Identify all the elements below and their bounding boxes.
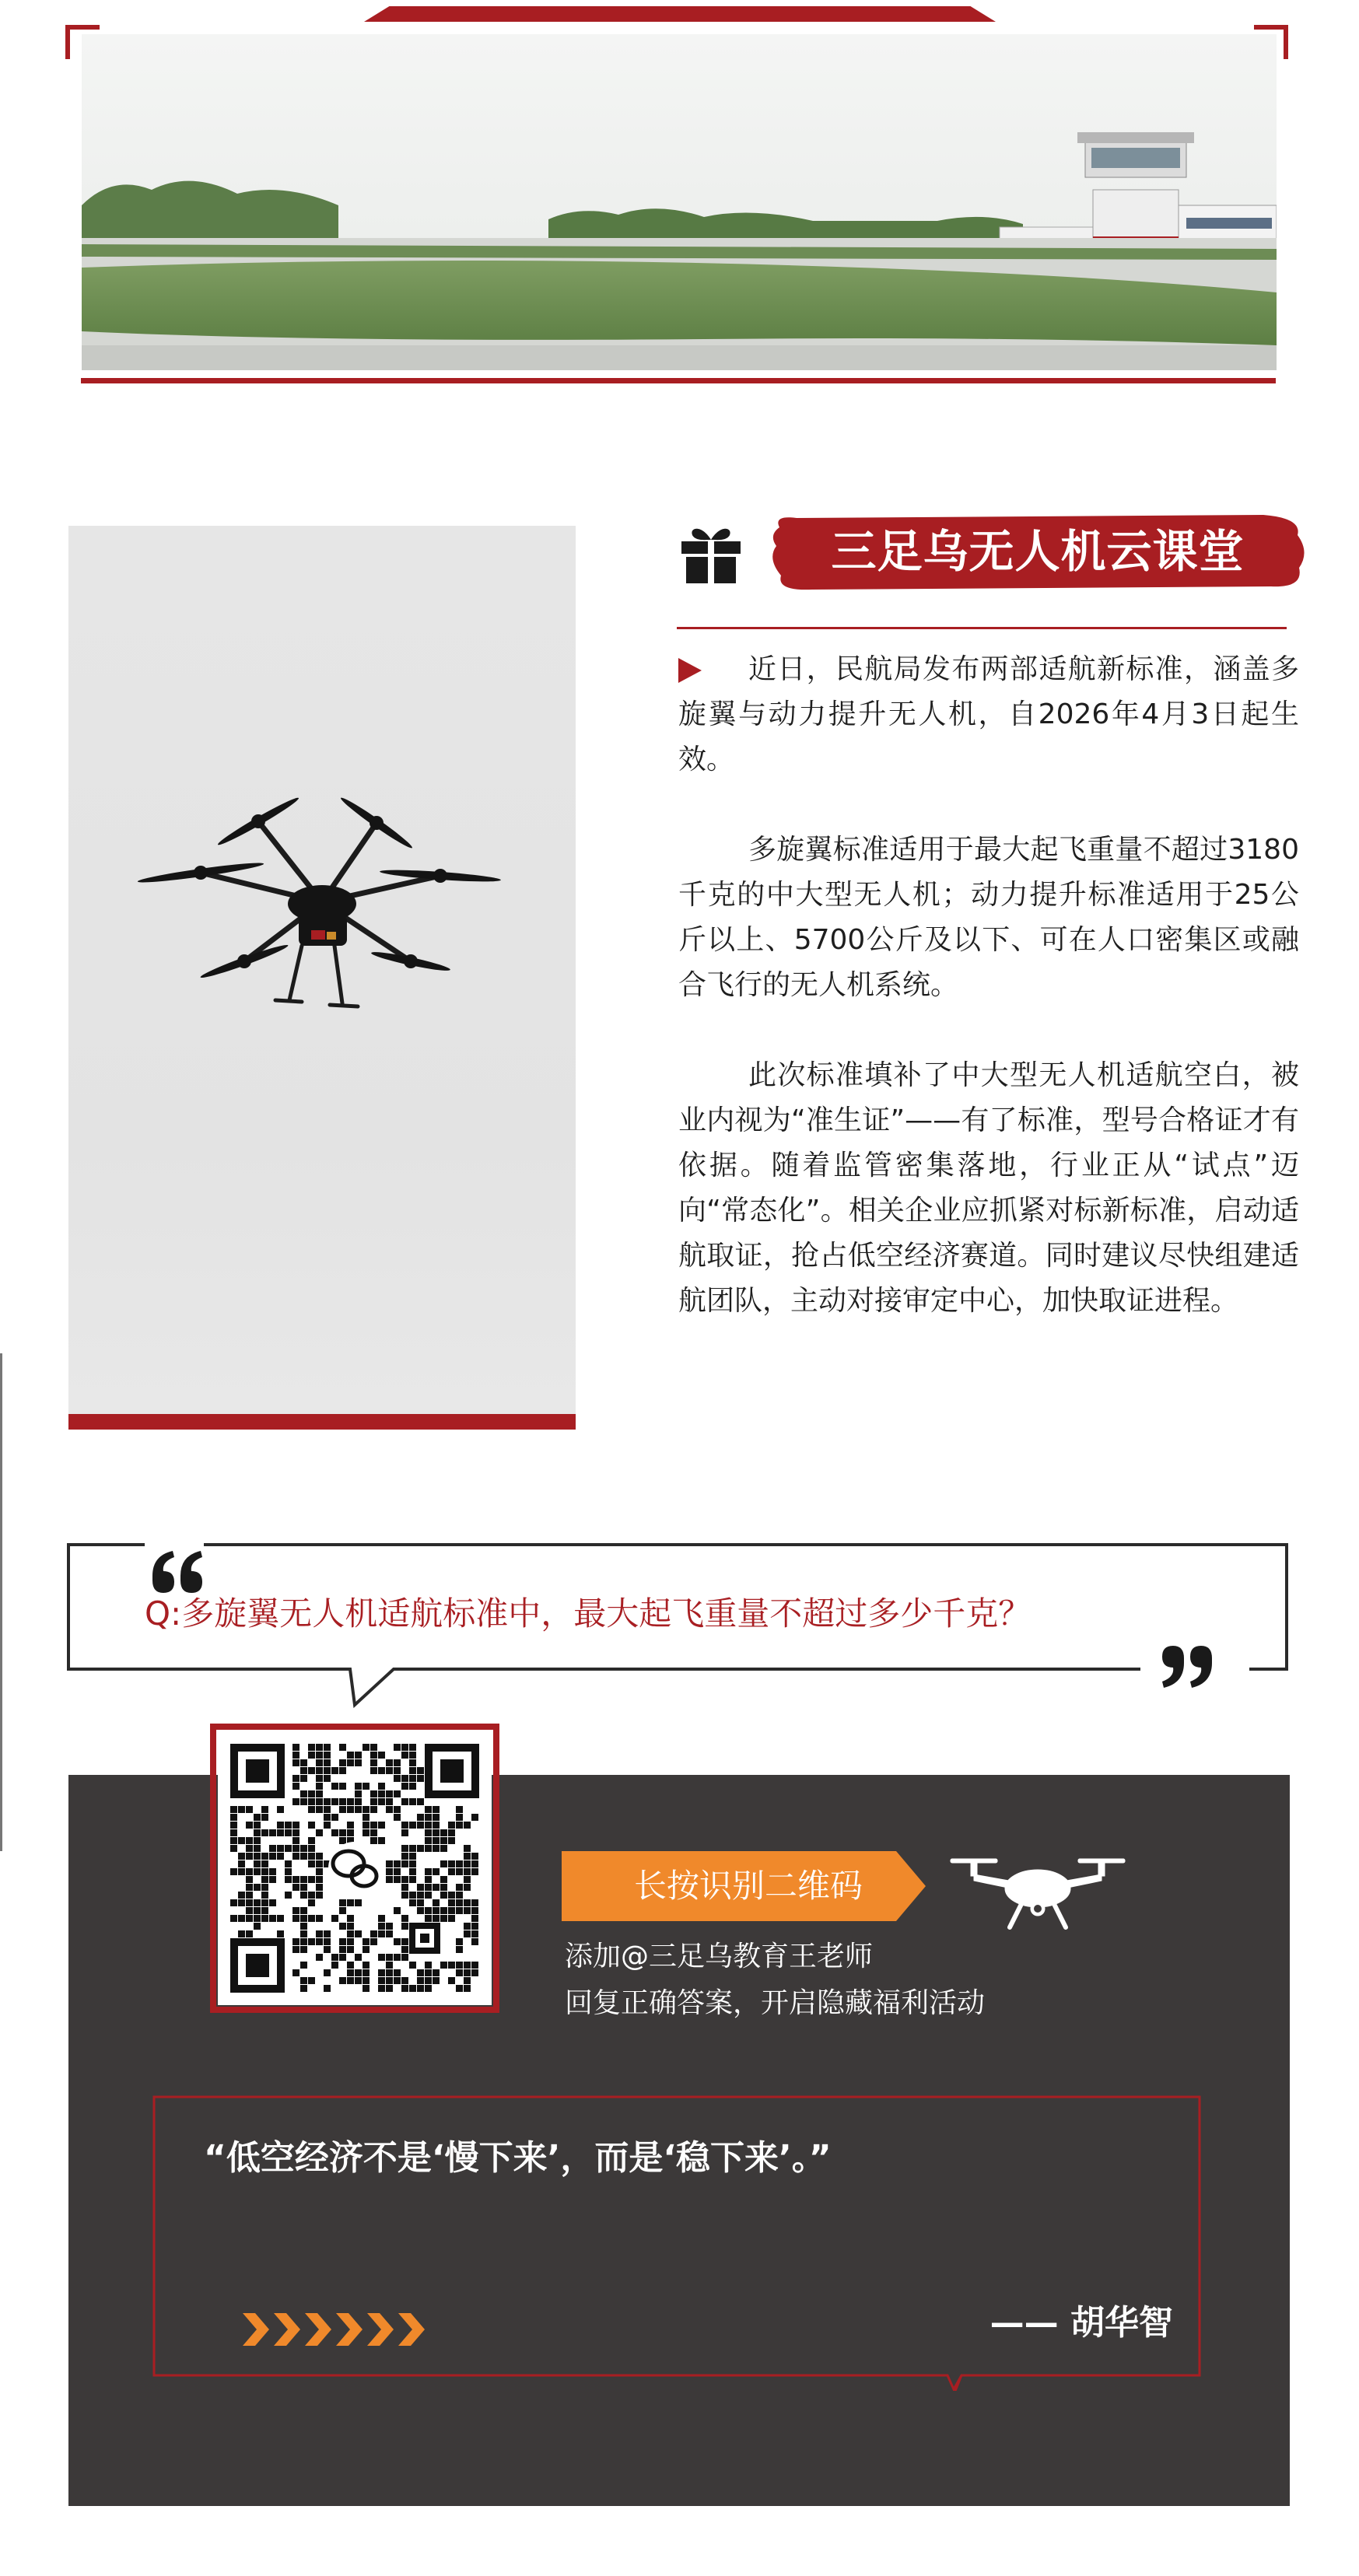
contact-instructions — [565, 1934, 1109, 2027]
quiz-question: Q:多旋翼无人机适航标准中，最大起飞重量不超过多少千克？ — [145, 1594, 1032, 1633]
header-underline — [81, 378, 1276, 383]
article-paragraph: 此次标准填补了中大型无人机适航空白，被业内视为“准生证”——有了标准，型号合格证才有依据。随着监管密集落地，行业正从“试点”迈向“常态化”。相关企业应抓紧对标新标准，启动适航取证，抢占低空经济赛道。同时建议尽快组建适航团队，主动对接审定中心，加快取证进程。 — [678, 1059, 1299, 1317]
title-divider — [677, 627, 1287, 629]
close-quote-icon — [1162, 1646, 1212, 1688]
quote-author: —— 胡华智 — [989, 2303, 1173, 2343]
qr-code-graphic — [218, 1731, 492, 2005]
chevron-arrows-icon — [243, 2310, 445, 2349]
drone-photo-underline — [68, 1414, 576, 1430]
gift-icon — [678, 523, 744, 585]
airfield-photo — [82, 34, 1277, 370]
drone-icon — [947, 1845, 1128, 1938]
reply-answer-line: 回复正确答案，开启隐藏福利活动 — [565, 1987, 986, 2019]
article-body — [678, 647, 1299, 1369]
header-top-strip — [364, 6, 996, 22]
article-paragraph: 近日，民航局发布两部适航新标准，涵盖多旋翼与动力提升无人机，自2026年4月3日起生效。 — [678, 653, 1299, 775]
qr-code[interactable] — [218, 1731, 492, 2005]
hexacopter-illustration — [68, 526, 576, 1414]
airfield-illustration — [82, 34, 1277, 370]
section-title: 三足乌无人机云课堂 — [831, 525, 1245, 578]
scan-qr-label: 长按识别二维码 — [633, 1867, 863, 1905]
article-paragraph: 多旋翼标准适用于最大起飞重量不超过3180千克的中大型无人机；动力提升标准适用于25公斤以上、5700公斤及以下、可在人口密集区或融合飞行的无人机系统。 — [678, 834, 1299, 1001]
quote-text: “低空经济不是‘慢下来’，而是‘稳下来’。” — [204, 2138, 832, 2178]
add-teacher-line: 添加@三足乌教育王老师 — [565, 1941, 874, 1972]
edge-line — [0, 1353, 2, 1851]
drone-photo — [68, 526, 576, 1414]
